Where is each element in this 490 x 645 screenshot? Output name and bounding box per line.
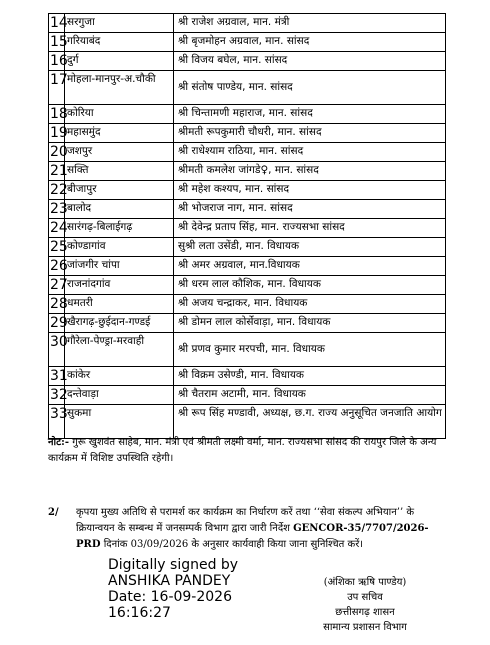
officer-government: छत्तीसगढ़ शासन xyxy=(335,607,395,618)
officer-designation: उप सचिव xyxy=(347,592,383,603)
table-row xyxy=(49,143,446,162)
district-cell: सक्ति xyxy=(65,162,174,181)
district-cell: सारंगढ़-बिलाईगढ़ xyxy=(65,219,174,238)
serial-number-cell: 26 xyxy=(50,258,68,274)
district-cell: जशपुर xyxy=(65,143,174,162)
digital-signature xyxy=(108,557,288,621)
district-cell: बालोद xyxy=(65,200,174,219)
chief-guest-cell: श्रीमती रूपकुमारी चौधरी, मान. सांसद xyxy=(174,124,446,143)
chief-guest-cell: श्रीमती कमलेश जांगडे♀, मान. सांसद xyxy=(174,162,446,181)
district-cell: दुर्ग xyxy=(65,52,174,71)
district-cell: कांकेर xyxy=(65,367,174,386)
chief-guest-cell: श्री देवेन्द्र प्रताप सिंह, मान. राज्यसभा सांसद xyxy=(174,219,446,238)
serial-number-cell: 14 xyxy=(50,15,68,31)
serial-number-cell: 25 xyxy=(50,239,68,255)
chief-guest-cell: श्री राधेश्याम राठिया, मान. सांसद xyxy=(174,143,446,162)
chief-guest-cell: श्री बृजमोहन अग्रवाल, मान. सांसद xyxy=(174,33,446,52)
paragraph-number: 2/ xyxy=(48,507,59,518)
chief-guest-cell: श्री चैतराम अटामी, मान. विधायक xyxy=(174,386,446,405)
chief-guest-table xyxy=(48,13,446,439)
officer-department: सामान्य प्रशासन विभाग xyxy=(323,622,407,633)
table-row xyxy=(49,333,446,367)
chief-guest-cell: श्री डोमन लाल कोर्सेवाड़ा, मान. विधायक xyxy=(174,314,446,333)
officer-block xyxy=(295,575,435,635)
table-row xyxy=(49,14,446,33)
serial-number-cell: 28 xyxy=(50,296,68,312)
serial-number-cell: 15 xyxy=(50,34,68,50)
district-cell: सुकमा xyxy=(65,405,174,439)
district-cell: कोण्डागांव xyxy=(65,238,174,257)
chief-guest-cell: श्री अजय चन्द्राकर, मान. विधायक xyxy=(174,295,446,314)
serial-number-cell: 32 xyxy=(50,387,68,403)
table-row xyxy=(49,367,446,386)
table-row xyxy=(49,124,446,143)
table-row xyxy=(49,257,446,276)
signature-line-1: Digitally signed by xyxy=(108,557,239,573)
signature-line-3: Date: 16-09-2026 xyxy=(108,589,232,605)
chief-guest-cell: श्री प्रणव कुमार मरपची, मान. विधायक xyxy=(174,333,446,367)
table-row xyxy=(49,238,446,257)
serial-number-cell: 20 xyxy=(50,144,68,160)
serial-number-cell: 27 xyxy=(50,277,68,293)
chief-guest-cell: श्री रूप सिंह मण्डावी, अध्यक्ष, छ.ग. राज्य अनुसूचित जनजाति आयोग xyxy=(174,405,446,439)
district-cell: गौरेला-पेण्ड्रा-मरवाही xyxy=(65,333,174,367)
chief-guest-cell: श्री अमर अग्रवाल, मान.विधायक xyxy=(174,257,446,276)
table-row xyxy=(49,314,446,333)
serial-number-cell: 19 xyxy=(50,125,68,141)
district-cell: बीजापुर xyxy=(65,181,174,200)
table-row xyxy=(49,52,446,71)
serial-number-cell: 24 xyxy=(50,220,68,236)
note-label: नोट:- xyxy=(48,437,70,448)
serial-number-cell: 29 xyxy=(50,315,68,331)
table-row xyxy=(49,200,446,219)
note-paragraph xyxy=(48,435,448,467)
chief-guest-cell: सुश्री लता उसेंडी, मान. विधायक xyxy=(174,238,446,257)
district-cell: कोरिया xyxy=(65,105,174,124)
table-row xyxy=(49,405,446,439)
table-row xyxy=(49,386,446,405)
serial-number-cell: 33 xyxy=(49,405,65,439)
district-cell: सरगुजा xyxy=(65,14,174,33)
chief-guest-cell: श्री संतोष पाण्डेय, मान. सांसद xyxy=(174,71,446,105)
table-row xyxy=(49,219,446,238)
district-cell: मोहला-मानपुर-अ.चौकी xyxy=(65,71,174,105)
serial-number-cell: 30 xyxy=(49,333,65,367)
chief-guest-cell: श्री चिन्तामणी महाराज, मान. सांसद xyxy=(174,105,446,124)
paragraph-text-before: कृपया मुख्य अतिथि से परामर्श कर कार्यक्रम का निर्धारण करें तथा ‘‘सेवा संकल्प अभियान’’ के क्रियान्वयन के सम्बन्ध में जनसम्पर्क विभाग द्वारा जारी निर्देश xyxy=(76,507,415,534)
chief-guest-cell: श्री विजय बघेल, मान. सांसद xyxy=(174,52,446,71)
chief-guest-cell: श्री महेश कश्यप, मान. सांसद xyxy=(174,181,446,200)
district-cell: दन्तेवाड़ा xyxy=(65,386,174,405)
district-cell: धमतरी xyxy=(65,295,174,314)
chief-guest-cell: श्री धरम लाल कौशिक, मान. विधायक xyxy=(174,276,446,295)
signature-line-2: ANSHIKA PANDEY xyxy=(108,573,231,589)
chief-guest-cell: श्री भोजराज नाग, मान. सांसद xyxy=(174,200,446,219)
table-row xyxy=(49,181,446,200)
table-row xyxy=(49,105,446,124)
table-row xyxy=(49,295,446,314)
serial-number-cell: 21 xyxy=(50,163,68,179)
serial-number-cell: 17 xyxy=(49,71,65,105)
table-row xyxy=(49,71,446,105)
serial-number-cell: 18 xyxy=(50,106,68,122)
district-cell: राजनांदगांव xyxy=(65,276,174,295)
officer-name: (अंशिका ऋषि पाण्डेय) xyxy=(323,577,407,588)
reference-number: GENCOR-35/7707/2026-PRD xyxy=(76,523,429,550)
district-cell: खैरागढ़-छुईदान-गण्डई xyxy=(65,314,174,333)
table-row xyxy=(49,162,446,181)
signature-line-4: 16:16:27 xyxy=(108,605,171,621)
serial-number-cell: 23 xyxy=(50,201,68,217)
serial-number-cell: 16 xyxy=(50,53,68,69)
district-cell: महासमुंद xyxy=(65,124,174,143)
table-row xyxy=(49,276,446,295)
chief-guest-cell: श्री राजेश अग्रवाल, मान. मंत्री xyxy=(174,14,446,33)
paragraph-text xyxy=(76,505,453,553)
table-row xyxy=(49,33,446,52)
instruction-paragraph xyxy=(48,505,453,553)
district-cell: गरियाबंद xyxy=(65,33,174,52)
chief-guest-cell: श्री विक्रम उसेण्डी, मान. विधायक xyxy=(174,367,446,386)
serial-number-cell: 31 xyxy=(50,368,68,384)
note-text: गुरू खुशवंत साहेब, मान. मंत्री एवं श्रीमती लक्ष्मी वर्मा, मान. राज्यसभा सांसद की रायपुर जिले के अन्य कार्यक्रम में विशिष्ट उपस्थिति रहेगी। xyxy=(48,437,437,464)
district-cell: जांजगीर चांपा xyxy=(65,257,174,276)
table-body xyxy=(49,14,446,439)
paragraph-text-after: दिनांक 03/09/2026 के अनुसार कार्यवाही किया जाना सुनिश्चित करें। xyxy=(100,539,364,550)
serial-number-cell: 22 xyxy=(50,182,68,198)
